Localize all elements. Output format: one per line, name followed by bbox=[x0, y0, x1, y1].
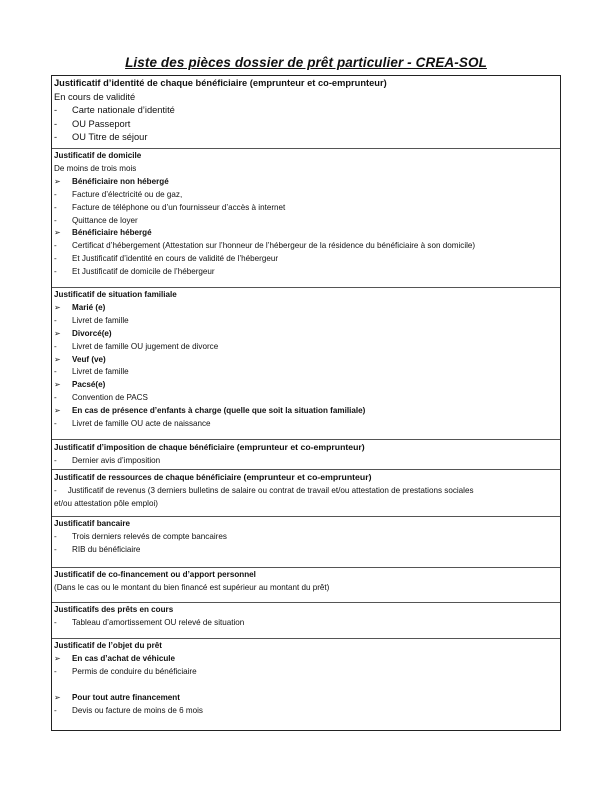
dash-bullet-icon: - bbox=[54, 132, 58, 142]
section-heading: Justificatif de situation familiale bbox=[54, 290, 177, 299]
dash-bullet-icon: - bbox=[54, 617, 57, 627]
list-item: - Devis ou facture de moins de 6 mois bbox=[54, 705, 558, 718]
subgroup-label: ➢ Marié (e) bbox=[54, 302, 558, 315]
list-item-continuation: et/ou attestation pôle emploi) bbox=[54, 498, 158, 508]
list-item: - Certificat d’hébergement (Attestation sur l’honneur de l’hébergeur de la résidence du bénéficiaire à son domicile) bbox=[54, 240, 558, 253]
arrow-bullet-icon: ➢ bbox=[54, 328, 61, 338]
list-item: - Et Justificatif d’identité en cours de validité de l’hébergeur bbox=[54, 253, 558, 266]
page-title: Liste des pièces dossier de prêt particulier - CREA-SOL bbox=[125, 55, 487, 70]
dash-bullet-icon: - bbox=[54, 254, 57, 264]
subgroup-label: ➢ Pacsé(e) bbox=[54, 379, 558, 392]
section-loan-purpose bbox=[52, 639, 560, 730]
section-heading: Justificatif de l’objet du prêt bbox=[54, 641, 162, 650]
dash-bullet-icon: - bbox=[54, 118, 58, 129]
section-taxation bbox=[52, 440, 560, 470]
section-identity bbox=[52, 76, 560, 149]
list-item: - OU Titre de séjour bbox=[54, 131, 558, 145]
arrow-bullet-icon: ➢ bbox=[54, 406, 61, 416]
dash-bullet-icon: - bbox=[54, 267, 57, 277]
dash-bullet-icon: - bbox=[54, 455, 57, 465]
section-heading: Justificatif de co-financement ou d’apport personnel bbox=[54, 570, 256, 579]
list-item: - Livret de famille bbox=[54, 315, 558, 328]
subgroup-label: ➢ Bénéficiaire non hébergé bbox=[54, 176, 558, 189]
arrow-bullet-icon: ➢ bbox=[54, 692, 61, 702]
list-item: - Livret de famille OU acte de naissance bbox=[54, 418, 558, 431]
list-item: - Livret de famille OU jugement de divorce bbox=[54, 341, 558, 354]
dash-bullet-icon: - bbox=[54, 393, 57, 403]
section-heading: Justificatif d’identité de chaque bénéficiaire (emprunteur et co-emprunteur) bbox=[54, 78, 387, 88]
subgroup-label: ➢ Pour tout autre financement bbox=[54, 692, 558, 705]
arrow-bullet-icon: ➢ bbox=[54, 653, 61, 663]
arrow-bullet-icon: ➢ bbox=[54, 354, 61, 364]
dash-bullet-icon: - bbox=[54, 531, 57, 541]
list-item: - Convention de PACS bbox=[54, 392, 558, 405]
section-heading: Justificatif de ressources de chaque bénéficiaire (emprunteur et co-emprunteur) bbox=[54, 472, 372, 482]
section-note: De moins de trois mois bbox=[54, 163, 137, 173]
subgroup-label: ➢ En cas d’achat de véhicule bbox=[54, 653, 558, 666]
list-item: - Livret de famille bbox=[54, 366, 558, 379]
documents-table bbox=[51, 75, 561, 731]
blank-line bbox=[54, 679, 558, 692]
section-domicile bbox=[52, 149, 560, 288]
dash-bullet-icon: - bbox=[54, 215, 57, 225]
dash-bullet-icon: - bbox=[54, 485, 57, 495]
dash-bullet-icon: - bbox=[54, 666, 57, 676]
dash-bullet-icon: - bbox=[54, 367, 57, 377]
list-item: - Trois derniers relevés de compte bancaires bbox=[54, 531, 558, 544]
dash-bullet-icon: - bbox=[54, 341, 57, 351]
list-item: - OU Passeport bbox=[54, 118, 558, 132]
arrow-bullet-icon: ➢ bbox=[54, 380, 61, 390]
list-item: - Permis de conduire du bénéficiaire bbox=[54, 666, 558, 679]
dash-bullet-icon: - bbox=[54, 202, 57, 212]
list-item: - Tableau d’amortissement OU relevé de situation bbox=[54, 617, 558, 630]
subgroup-label: ➢ Divorcé(e) bbox=[54, 328, 558, 341]
list-item: - Dernier avis d’imposition bbox=[54, 455, 558, 468]
dash-bullet-icon: - bbox=[54, 544, 57, 554]
list-item: - Et Justificatif de domicile de l’hébergeur bbox=[54, 266, 558, 279]
dash-bullet-icon: - bbox=[54, 189, 57, 199]
list-item: - Facture de téléphone ou d’un fournisseur d’accès à internet bbox=[54, 202, 558, 215]
subgroup-label: ➢ En cas de présence d’enfants à charge (quelle que soit la situation familiale) bbox=[54, 405, 558, 418]
arrow-bullet-icon: ➢ bbox=[54, 176, 61, 186]
section-income bbox=[52, 470, 560, 517]
subgroup-label: ➢ Veuf (ve) bbox=[54, 354, 558, 367]
dash-bullet-icon: - bbox=[54, 105, 58, 115]
dash-bullet-icon: - bbox=[54, 315, 57, 325]
section-note: (Dans le cas ou le montant du bien financé est supérieur au montant du prêt) bbox=[54, 582, 330, 592]
list-item: - Facture d’électricité ou de gaz, bbox=[54, 189, 558, 202]
dash-bullet-icon: - bbox=[54, 705, 57, 715]
section-bank bbox=[52, 517, 560, 568]
list-item: - Carte nationale d’identité bbox=[54, 104, 558, 118]
section-heading: Justificatif bancaire bbox=[54, 519, 131, 528]
section-note: En cours de validité bbox=[54, 91, 136, 102]
list-item: - Justificatif de revenus (3 derniers bulletins de salaire ou contrat de travail et/ou attestation de prestations sociales bbox=[54, 485, 474, 495]
arrow-bullet-icon: ➢ bbox=[54, 228, 61, 238]
section-family-status bbox=[52, 288, 560, 440]
list-item: - Quittance de loyer bbox=[54, 215, 558, 228]
dash-bullet-icon: - bbox=[54, 419, 57, 429]
dash-bullet-icon: - bbox=[54, 241, 57, 251]
section-heading: Justificatif de domicile bbox=[54, 151, 142, 160]
section-current-loans bbox=[52, 603, 560, 639]
section-heading: Justificatif d’imposition de chaque bénéficiaire (emprunteur et co-emprunteur) bbox=[54, 442, 365, 452]
section-cofinancing bbox=[52, 568, 560, 603]
subgroup-label: ➢ Bénéficiaire hébergé bbox=[54, 227, 558, 240]
list-item: - RIB du bénéficiaire bbox=[54, 544, 558, 557]
section-heading: Justificatifs des prêts en cours bbox=[54, 605, 174, 614]
arrow-bullet-icon: ➢ bbox=[54, 302, 61, 312]
